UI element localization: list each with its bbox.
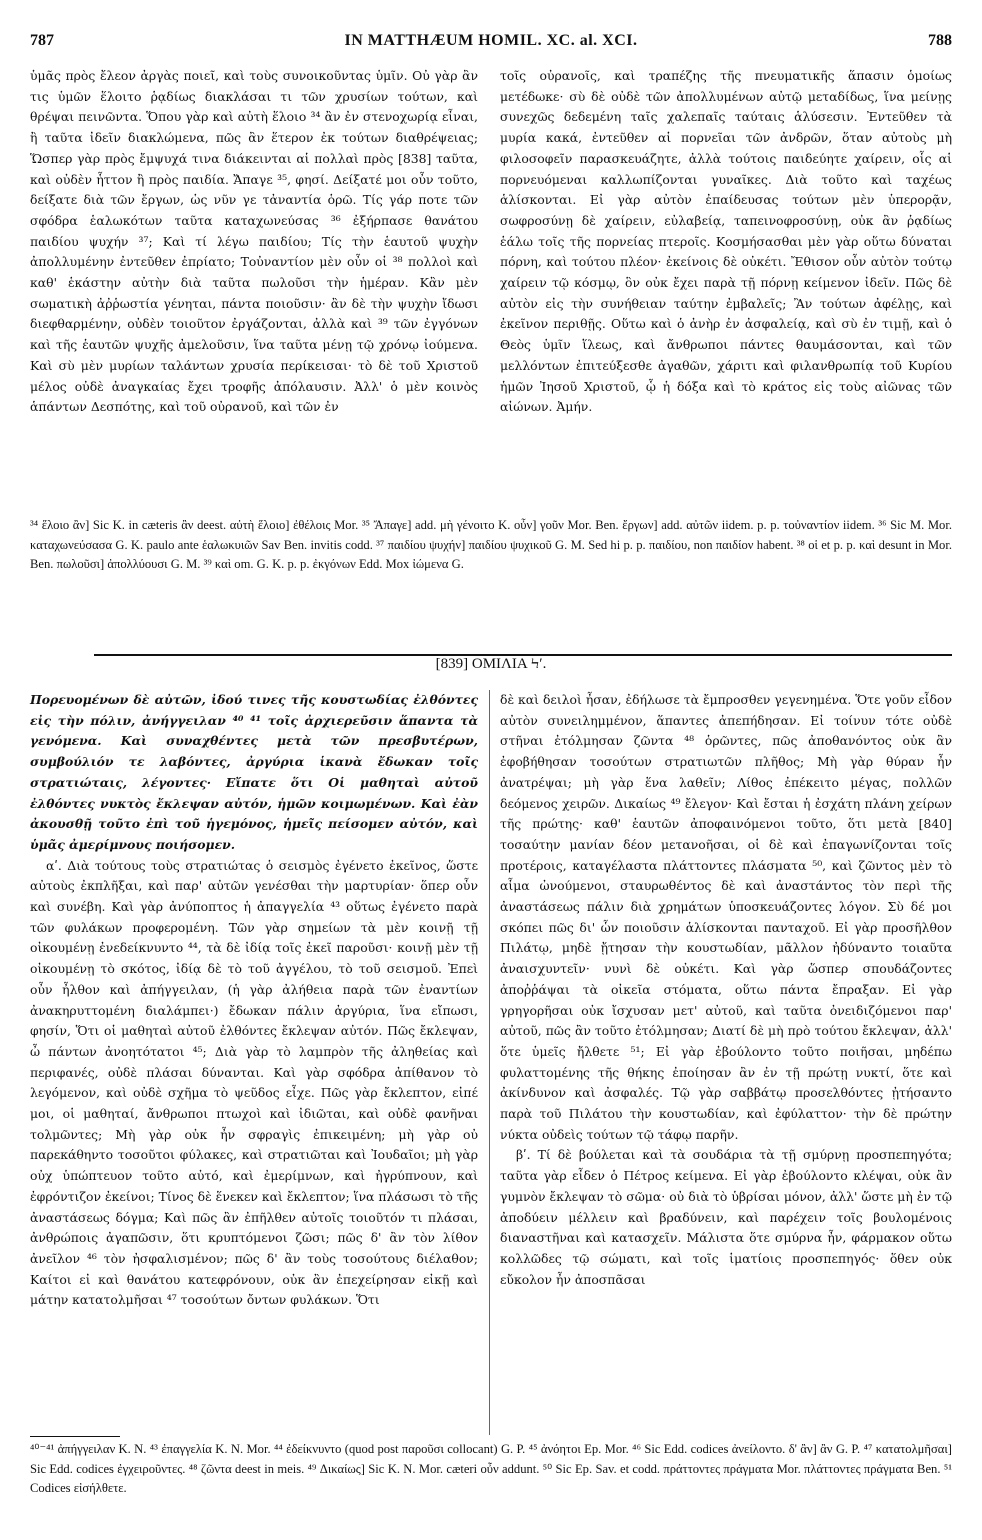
top-left-text: ὑμᾶς πρὸς ἔλεον ἀργὰς ποιεῖ, καὶ τοὺς συνοικοῦντας ὑμῖν. Οὐ γὰρ ἂν τις ὑμῶν ἕλοιτο ῥᾳδίως διακλάσαι τι τῶν χρυσίων τούτων, καὶ θρέψαι πεινῶντα. Ὅπου γὰρ καὶ αὐτὴ ἕλοιο ³⁴ ἂν ἐν στενοχωρίᾳ εἶναι, ἢ ταῦτα ἰδεῖν διακλώμενα, πῶς ἂν ἕτερον ἐκ τούτων διαθρέψειας; Ὥσπερ γὰρ πρὸς ἔμψυχά τινα διάκεινται αἱ πολλαὶ πρὸς [838] ταῦτα, καὶ οὐδὲν ἧττον ἢ πρὸς παιδία. Ἄπαγε ³⁵, φησί. Δείξατέ μοι οὖν τοῦτο, δείξατε διὰ τῶν ἔργων, ὡς νῦν γε τἀναντία ὁρῶ. Τίς γάρ ποτε τῶν σφόδρα ἑαλωκότων ταῦτα καταχωνεύσας ³⁶ ἐξήρπασε θανάτου παιδίου ψυχήν ³⁷; Καὶ τί λέγω παιδίου; Τίς τὴν ἑαυτοῦ ψυχὴν ἀπολλυμένην ἐντεῦθεν ἐπρίατο; Τοὐναντίον μὲν οὖν οἱ ³⁸ πολλοὶ καὶ καθ' ἑκάστην αὐτὴν διὰ ταῦτα πωλοῦσι τὴν ἡμέραν. Κἂν μὲν σωματικὴ ἀῤῥωστία γένηται, πάντα ποιοῦσιν· ἂν δὲ τὴν ψυχὴν ἴδωσι διεφθαρμένην, οὐδὲν τοιοῦτον ἐργάζονται, ἀλλὰ καὶ ³⁹ τῶν ἐγγόνων καὶ τῆς ἑαυτῶν ψυχῆς ἀμελοῦσιν, ἵνα ταῦτα μένῃ τῷ χρόνῳ ἰούμενα. Καὶ σὺ μὲν μυρίων ταλάντων χρυσία περίκεισαι· τὸ δὲ τοῦ Χριστοῦ μέλος οὐδὲ ἀναγκαίας ἔχει τροφῆς ἀπόλαυσιν. Ἀλλ' ὁ μὲν κοινὸς ἁπάντων Δεσπότης, καὶ τοῦ οὐρανοῦ, καὶ τῶν ἐν bbox=[30, 68, 478, 415]
homily-lemma: Πορευομένων δὲ αὐτῶν, ἰδού τινες τῆς κουστωδίας ἐλθόντες εἰς τὴν πόλιν, ἀνήγγειλαν ⁴⁰ ⁴¹ τοῖς ἀρχιερεῦσιν ἅπαντα τὰ γενόμενα. Καὶ συναχθέντες μετὰ τῶν πρεσβυτέρων, συμβούλιόν τε λαβόντες, ἀργύρια ἱκανὰ ἔδωκαν τοῖς στρατιώταις, λέγοντες· Εἴπατε ὅτι Οἱ μαθηταὶ αὐτοῦ ἐλθόντες νυκτὸς ἔκλεψαν αὐτόν, ἡμῶν κοιμωμένων. Καὶ ἐὰν ἀκουσθῇ τοῦτο ἐπὶ τοῦ ἡγεμόνος, ἡμεῖς πείσομεν αὐτόν, καὶ ὑμᾶς ἀμερίμνους ποιήσομεν. bbox=[30, 692, 478, 852]
top-right-text: τοῖς οὐρανοῖς, καὶ τραπέζης τῆς πνευματικῆς ἅπασιν ὁμοίως μετέδωκε· σὺ δὲ οὐδὲ τῶν ἀπολλυμένων αὐτῷ μεταδίδως, ἵνα μείνῃς συνεχῶς δεδεμένη ταῖς χαλεπαῖς ταύταις ἁλύσεσιν. Ἐντεῦθεν τὰ μυρία κακά, ἐντεῦθεν αἱ πορνεῖαι τῶν ἀνδρῶν, ὅταν αὐτοὺς μὴ φιλοσοφεῖν παρασκευάζητε, ἀλλὰ τούτοις παιδεύητε χαίρειν, οἷς αἱ πορνευόμεναι καλλωπίζονται γυναῖκες. Διὰ τοῦτο καὶ ταχέως ἁλίσκονται. Εἰ γὰρ αὐτὸν ἐπαίδευσας τούτων μὲν ὑπερορᾷν, σωφροσύνῃ δὲ χαίρειν, εὐλαβείᾳ, ταπεινοφροσύνῃ, οὐκ ἂν ῥᾳδίως ἑάλω τοῖς τῆς πορνείας πτεροῖς. Κοσμήσασθαι μὲν γὰρ οὕτω δύναται πόρνη, καὶ τούτου πλέον· ἐκείνοις δὲ οὐκέτι. Ἔθισον οὖν αὐτὸν τούτῳ χαίρειν τῷ κόσμῳ, ὃν οὐκ ἔχει παρὰ τῇ πόρνῃ κείμενον ἰδεῖν. Πῶς δὲ αὐτὸν εἰς τὴν συνήθειαν ταύτην ἐμβαλεῖς; Ἂν τούτων ἀφέλῃς, καὶ ἐκεῖνον περιθῇς. Οὕτω καὶ ὁ ἀνὴρ ἐν ἀσφαλείᾳ, καὶ σὺ ἐν τιμῇ, καὶ ὁ Θεὸς ὑμῖν ἵλεως, καὶ ἄνθρωποι πάντες θαυμάσονται, καὶ τῶν μελλόντων ἐπιτεύξεσθε ἀγαθῶν, χάριτι καὶ φιλανθρωπίᾳ τοῦ Κυρίου ἡμῶν Ἰησοῦ Χριστοῦ, ᾧ ἡ δόξα καὶ τὸ κράτος εἰς τοὺς αἰῶνας τῶν αἰώνων. Ἀμήν. bbox=[500, 68, 952, 415]
homily-right-paragraph-1: δὲ καὶ δειλοὶ ἦσαν, ἐδήλωσε τὰ ἔμπροσθεν γεγενημένα. Ὅτε γοῦν εἶδον αὐτὸν συνειλημμένον, ἅπαντες ἀπεπήδησαν. Εἰ τοίνυν τότε οὐδὲ στῆναι ἐτόλμησαν ζῶντα ⁴⁸ ὁρῶντες, πῶς ἀποθανόντος οὐκ ἂν ἐφοβήθησαν τοσούτων στρατιωτῶν πλῆθος; Μὴ γὰρ θύραν ἦν ἀνατρέψαι; μὴ γὰρ ἕνα λαθεῖν; Λίθος ἐπέκειτο μέγας, πολλῶν δεόμενος χειρῶν. Δικαίως ⁴⁹ ἔλεγον· Καὶ ἔσται ἡ ἐσχάτη πλάνη χείρων τῆς πρώτης· καθ' ἑαυτῶν ἀποφαινόμενοι τοῦτο, ὅτι μετὰ [840] τοσαύτην μανίαν δέον μετανοῆσαι, οἱ δὲ καὶ ἐπαγωνίζονται τοῖς προτέροις, καταγέλαστα πλάττοντες πλάσματα ⁵⁰, καὶ ζῶντος μὲν τὸ αἷμα ὠνούμενοι, σταυρωθέντος δὲ καὶ ἀναστάντος τὸν περὶ τῆς ἀναστάσεως πάλιν διὰ χρημάτων ὑποσκευάζοντες λόγον. Σὺ δέ μοι σκόπει πῶς δι' ὧν ποιοῦσιν ἁλίσκονται πανταχοῦ. Εἰ γὰρ προσῆλθον Πιλάτῳ, μηδὲ ᾔτησαν τὴν κουστωδίαν, μᾶλλον ἠδύναντο τοιαῦτα ἀναισχυντεῖν· νυνὶ δὲ οὐκέτι. Καὶ γὰρ ὥσπερ σπουδάζοντες ἀποῤῥάψαι τὰ οἰκεῖα στόματα, οὕτω πάντα ἔπραξαν. Εἰ γὰρ γρηγορῆσαι οὐκ ἴσχυσαν μετ' αὐτοῦ, καὶ ταῦτα ὀνειδιζόμενοι παρ' αὐτοῦ, πῶς ἂν τοῦτο ἐτόλμησαν; Διατί δὲ μὴ πρὸ τούτου ἔκλεψαν, ἀλλ' ὅτε ὑμεῖς ἤλθετε ⁵¹; Εἰ γὰρ ἐβούλοντο τοῦτο ποιῆσαι, μηδέπω φυλαττομένης τῆς θήκης ἐποίησαν ἂν ἐν τῇ πρώτῃ νυκτί, ὅτε καὶ ἀκίνδυνον καὶ ἀσφαλές. Τῷ γὰρ σαββάτῳ προσελθόντες ᾐτήσαντο παρὰ τοῦ Πιλάτου τὴν κουστωδίαν, καὶ ἐφύλαττον· τὴν δὲ πρώτην νύκτα οὐδεὶς τούτων τῷ τάφῳ παρῆν. bbox=[500, 692, 952, 1142]
column-divider bbox=[489, 690, 490, 1435]
page-number-right: 788 bbox=[928, 32, 952, 49]
homily-right-paragraph-2: βʹ. Τί δὲ βούλεται καὶ τὰ σουδάρια τὰ τῇ σμύρνῃ προσπεπηγότα; ταῦτα γὰρ εἶδεν ὁ Πέτρος κείμενα. Εἰ γὰρ ἐβούλοντο κλέψαι, οὐκ ἂν γυμνὸν ἔκλεψαν τὸ σῶμα· οὐ διὰ τὸ ὑβρίσαι μόνον, ἀλλ' ὥστε μὴ ἐν τῷ ἀποδύειν μέλλειν καὶ βραδύνειν, καὶ παρέχειν τοῖς βουλομένοις διαναστῆναι καὶ κατασχεῖν. Μάλιστα ὅτε σμύρνα ἦν, φάρμακον οὕτω κολλῶδες τῷ σώματι, καὶ τοῖς ἱματίοις προσπεπηγός· ὅθεν οὐκ εὔκολον ἦν ἀποσπᾶσαι bbox=[500, 1147, 952, 1287]
homily-right-column bbox=[500, 690, 952, 1430]
page-number-left: 787 bbox=[30, 32, 54, 49]
homily-left-paragraph: αʹ. Διὰ τούτους τοὺς στρατιώτας ὁ σεισμὸς ἐγένετο ἐκεῖνος, ὥστε αὐτοὺς ἐκπλῆξαι, καὶ παρ' αὐτῶν γενέσθαι τὴν μαρτυρίαν· ὅπερ οὖν καὶ συνέβη. Καὶ γὰρ ἀνύποπτος ἡ ἀπαγγελία ⁴³ οὕτως ἐγένετο παρὰ τῶν φυλάκων προφερομένη. Τῶν γὰρ σημείων τὰ μὲν κοινῇ τῇ οἰκουμένῃ ἐνεδείκνυντο ⁴⁴, τὰ δὲ ἰδίᾳ τοῖς ἐκεῖ παροῦσι· κοινῇ μὲν τῇ οἰκουμένῃ τὸ σκότος, ἰδίᾳ δὲ τὸ τοῦ ἀγγέλου, τὸ τοῦ σεισμοῦ. Ἐπεὶ οὖν ἦλθον καὶ ἀπήγγειλαν, (ἡ γὰρ ἀλήθεια παρὰ τῶν ἐναντίων ἀνακηρυττομένη διαλάμπει·) ἔδωκαν πάλιν ἀργύρια, ἵνα εἴπωσι, φησίν, Ὅτι οἱ μαθηταὶ αὐτοῦ ἐλθόντες ἔκλεψαν αὐτόν. Πῶς ἔκλεψαν, ὦ πάντων ἀνοητότατοι ⁴⁵; Διὰ γὰρ τὸ λαμπρὸν τῆς ἀληθείας καὶ περιφανές, οὐδὲ πλάσαι δύνανται. Καὶ γὰρ σφόδρα ἀπίθανον τὸ λεγόμενον, καὶ οὐδὲ σχῆμα τὸ ψεῦδος εἶχε. Πῶς γὰρ ἔκλεπτον, εἰπέ μοι, οἱ μαθηταί, ἄνθρωποι πτωχοὶ καὶ ἰδιῶται, καὶ οὐδὲ φανῆναι τολμῶντες; Μὴ γὰρ οὐκ ἦν σφραγὶς ἐπικειμένη; μὴ γὰρ οὐ παρεκάθηντο τοσοῦτοι φύλακες, καὶ στρατιῶται καὶ Ἰουδαῖοι; μὴ γὰρ οὐχ ὑπώπτευον τοῦτο αὐτό, καὶ ἐμερίμνων, καὶ ἠγρύπνουν, καὶ ἐφρόντιζον ἐκείνοι; Τίνος δὲ ἕνεκεν καὶ ἔκλεπτον; ἵνα πλάσωσι τὸ τῆς ἀναστάσεως δόγμα; Καὶ πῶς ἂν ἐπῆλθεν αὐτοῖς τοιοῦτόν τι πλάσαι, ἀνθρώποις ἀγαπῶσιν, ὅτι κρυπτόμενοι ζῶσι; πῶς δ' ἂν τὸν λίθον ἀνεῖλον ⁴⁶ τὸν ἠσφαλισμένον; πῶς δ' ἂν τοὺς τοσούτους διέλαθον; Καίτοι εἰ καὶ θανάτου κατεφρόνουν, οὐκ ἂν ἐπεχείρησαν εἰκῇ καὶ μάτην κατατολμῆσαι ⁴⁷ τοσούτων ὄντων φυλάκων. Ὅτι bbox=[30, 857, 478, 1308]
homily-title: [839] ΟΜΙΛΙΑ Ϟʹ. bbox=[435, 656, 547, 672]
footnote-rule bbox=[30, 1436, 120, 1437]
homily-left-column bbox=[30, 690, 478, 1430]
top-right-column bbox=[500, 66, 952, 506]
top-left-column bbox=[30, 66, 478, 506]
book-page bbox=[30, 30, 952, 1520]
homily-footnotes: ⁴⁰⁻⁴¹ ἀπήγγειλαν K. N. ⁴³ ἐπαγγελία K. N. Mor. ⁴⁴ ἐδείκνυντο (quod post παροῦσι collocant) G. P. ⁴⁵ ἀνόητοι Ep. Mor. ⁴⁶ Sic Edd. codices ἀνείλοντο. δ' ἂν] ἂν G. P. ⁴⁷ κατατολμῆσαι] Sic Edd. codices ἐγχειροῦντες. ⁴⁸ ζῶντα deest in meis. ⁴⁹ Δικαίως] Sic K. N. Mor. cæteri οὖν addunt. ⁵⁰ Sic Ep. Sav. et codd. πράττοντες πράγματα Mor. πλάττοντες πράγματα Ben. ⁵¹ Codices εἰσήλθετε. bbox=[30, 1442, 952, 1495]
top-footnotes: ³⁴ ἕλοιο ἂν] Sic K. in cæteris ἂν deest. αὐτὴ ἕλοιο] ἐθέλοις Mor. ³⁵ Ἄπαγε] add. μὴ γένοιτο K. οὖν] γοῦν Mor. Ben. ἔργων] add. αὐτῶν iidem. p. p. τοὐναντίον iidem. ³⁶ Sic M. Mor. καταχωνεύσασα G. K. paulo ante ἑαλωκυιῶν Sav Ben. invitis codd. ³⁷ παιδίου ψυχήν] παιδίου ψυχικοῦ G. M. Sed hi p. p. παιδίου, non παιδίον habent. ³⁸ οἱ et p. p. καὶ desunt in Mor. Ben. πωλοῦσι] ἀπολλύουσι G. M. ³⁹ καὶ om. G. K. p. p. ἐκγόνων Edd. Mox ἰώμενα G. bbox=[30, 518, 952, 571]
running-title: IN MATTHÆUM HOMIL. XC. al. XCI. bbox=[344, 32, 638, 49]
running-head bbox=[30, 30, 952, 52]
